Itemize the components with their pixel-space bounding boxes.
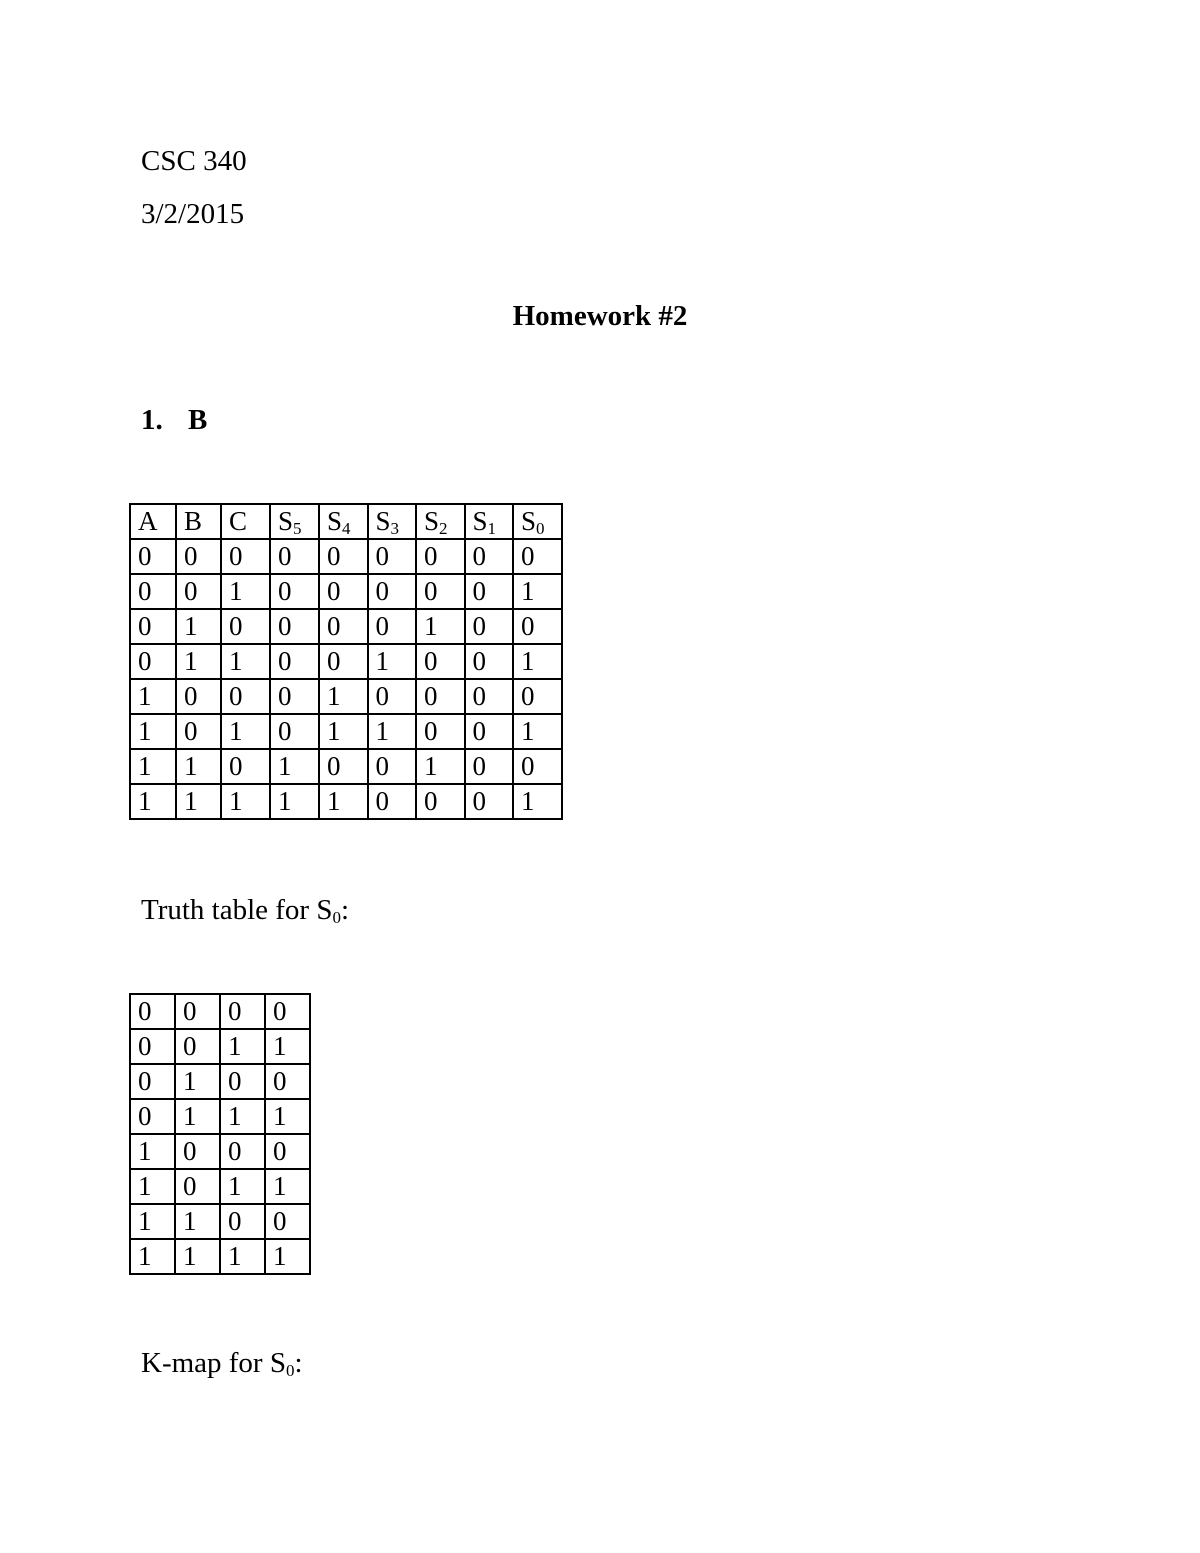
table-cell: 0 bbox=[221, 749, 270, 784]
table-cell: 0 bbox=[220, 1064, 265, 1099]
header-subscript: 2 bbox=[439, 519, 448, 538]
table-row bbox=[130, 1099, 310, 1134]
table-cell: 0 bbox=[176, 574, 221, 609]
question-answer: B bbox=[188, 404, 208, 436]
header-label: C bbox=[229, 506, 248, 536]
table-cell: 0 bbox=[368, 784, 417, 819]
table-cell: 1 bbox=[130, 1239, 175, 1274]
table-cell: 0 bbox=[368, 749, 417, 784]
document-title: Homework #2 bbox=[512, 300, 688, 332]
table-cell: 1 bbox=[130, 1134, 175, 1169]
header-label: S bbox=[472, 506, 488, 536]
table-cell: 1 bbox=[130, 679, 176, 714]
table-cell: 0 bbox=[175, 1169, 220, 1204]
table-header-cell bbox=[319, 504, 368, 539]
table-cell: 1 bbox=[513, 644, 562, 679]
table-cell: 1 bbox=[368, 714, 417, 749]
table-cell: 1 bbox=[265, 1099, 310, 1134]
header-subscript: 5 bbox=[293, 519, 302, 538]
table-cell: 0 bbox=[130, 1064, 175, 1099]
table-cell: 0 bbox=[265, 1064, 310, 1099]
table-cell: 0 bbox=[175, 1029, 220, 1064]
table-cell: 0 bbox=[130, 644, 176, 679]
table-header-cell bbox=[416, 504, 465, 539]
table-cell: 0 bbox=[130, 539, 176, 574]
table-cell: 1 bbox=[221, 714, 270, 749]
header-subscript: 3 bbox=[390, 519, 400, 538]
kmap-caption bbox=[141, 1346, 303, 1380]
table-cell: 1 bbox=[319, 679, 368, 714]
table-cell: 1 bbox=[319, 714, 368, 749]
table-cell: 1 bbox=[176, 749, 221, 784]
table-header-cell bbox=[513, 504, 562, 539]
truth-table-caption bbox=[141, 893, 349, 927]
table-cell: 1 bbox=[220, 1239, 265, 1274]
table-cell: 0 bbox=[416, 574, 465, 609]
table-header-cell bbox=[465, 504, 514, 539]
table-cell: 1 bbox=[221, 784, 270, 819]
table-cell: 0 bbox=[319, 749, 368, 784]
caption-subscript: 0 bbox=[332, 908, 341, 927]
table-header-cell bbox=[130, 504, 176, 539]
caption-suffix: : bbox=[294, 1347, 303, 1379]
table-cell: 1 bbox=[176, 644, 221, 679]
table-row bbox=[130, 609, 562, 644]
caption-subscript: 0 bbox=[285, 1361, 295, 1380]
caption-text: Truth table for S bbox=[141, 894, 333, 926]
table-row bbox=[130, 679, 562, 714]
table-cell: 1 bbox=[513, 714, 562, 749]
table-cell: 0 bbox=[270, 714, 319, 749]
table-cell: 1 bbox=[221, 574, 270, 609]
table-cell: 0 bbox=[465, 784, 514, 819]
header-label: B bbox=[184, 506, 203, 536]
table-cell: 0 bbox=[220, 1134, 265, 1169]
table-row bbox=[130, 1134, 310, 1169]
table-cell: 0 bbox=[130, 1029, 175, 1064]
caption-suffix: : bbox=[340, 894, 350, 926]
table-cell: 1 bbox=[265, 1029, 310, 1064]
table-cell: 0 bbox=[416, 784, 465, 819]
table-cell: 1 bbox=[130, 1204, 175, 1239]
table-row bbox=[130, 644, 562, 679]
table-header-cell bbox=[176, 504, 221, 539]
table-cell: 1 bbox=[513, 574, 562, 609]
table-cell: 0 bbox=[465, 714, 514, 749]
table-cell: 1 bbox=[220, 1169, 265, 1204]
header-label: S bbox=[278, 506, 294, 536]
table-cell: 1 bbox=[175, 1239, 220, 1274]
caption-text: K-map for S bbox=[141, 1347, 286, 1379]
table-cell: 1 bbox=[175, 1064, 220, 1099]
table-cell: 0 bbox=[319, 539, 368, 574]
table-cell: 0 bbox=[220, 1204, 265, 1239]
table-cell: 0 bbox=[368, 679, 417, 714]
table-cell: 1 bbox=[130, 749, 176, 784]
table-cell: 0 bbox=[465, 644, 514, 679]
header-subscript: 4 bbox=[342, 519, 351, 538]
table-cell: 0 bbox=[465, 679, 514, 714]
table-cell: 0 bbox=[175, 994, 220, 1029]
table-header-cell bbox=[270, 504, 319, 539]
main-truth-table bbox=[129, 503, 563, 820]
table-header-row bbox=[130, 504, 562, 539]
header-subscript: 0 bbox=[536, 519, 545, 538]
table-row bbox=[130, 1064, 310, 1099]
table-cell: 0 bbox=[175, 1134, 220, 1169]
table-cell: 0 bbox=[130, 609, 176, 644]
table-row bbox=[130, 1169, 310, 1204]
table-header-cell bbox=[368, 504, 417, 539]
header-label: S bbox=[424, 506, 440, 536]
table-row bbox=[130, 714, 562, 749]
table-cell: 0 bbox=[130, 994, 175, 1029]
table-cell: 1 bbox=[265, 1239, 310, 1274]
table-cell: 0 bbox=[513, 749, 562, 784]
table-cell: 0 bbox=[270, 539, 319, 574]
table-cell: 0 bbox=[465, 574, 514, 609]
table-header-cell bbox=[221, 504, 270, 539]
table-cell: 0 bbox=[368, 539, 417, 574]
table-cell: 0 bbox=[220, 994, 265, 1029]
table-cell: 0 bbox=[270, 679, 319, 714]
table-cell: 1 bbox=[270, 749, 319, 784]
table-cell: 0 bbox=[176, 679, 221, 714]
table-cell: 1 bbox=[513, 784, 562, 819]
header-subscript: 1 bbox=[487, 519, 497, 538]
table-cell: 1 bbox=[416, 749, 465, 784]
table-cell: 0 bbox=[513, 539, 562, 574]
table-cell: 0 bbox=[221, 679, 270, 714]
table-cell: 1 bbox=[176, 609, 221, 644]
table-cell: 0 bbox=[416, 644, 465, 679]
table-cell: 0 bbox=[265, 1204, 310, 1239]
header-label: S bbox=[375, 506, 391, 536]
table-cell: 0 bbox=[265, 1134, 310, 1169]
table-cell: 1 bbox=[416, 609, 465, 644]
table-cell: 0 bbox=[513, 609, 562, 644]
table-cell: 0 bbox=[416, 714, 465, 749]
table-cell: 0 bbox=[465, 609, 514, 644]
table-cell: 0 bbox=[416, 679, 465, 714]
table-cell: 0 bbox=[176, 539, 221, 574]
table-row bbox=[130, 1029, 310, 1064]
header-label: A bbox=[138, 506, 158, 536]
table-row bbox=[130, 749, 562, 784]
table-cell: 1 bbox=[220, 1029, 265, 1064]
question-number: 1. bbox=[141, 404, 163, 436]
table-row bbox=[130, 539, 562, 574]
table-cell: 1 bbox=[130, 714, 176, 749]
table-row bbox=[130, 1204, 310, 1239]
table-cell: 0 bbox=[176, 714, 221, 749]
table-row bbox=[130, 1239, 310, 1274]
table-row bbox=[130, 994, 310, 1029]
date-label: 3/2/2015 bbox=[141, 198, 245, 230]
table-cell: 0 bbox=[130, 574, 176, 609]
table-cell: 0 bbox=[368, 574, 417, 609]
header-label: S bbox=[521, 506, 537, 536]
table-cell: 1 bbox=[130, 784, 176, 819]
table-cell: 1 bbox=[175, 1099, 220, 1134]
table-cell: 0 bbox=[270, 609, 319, 644]
table-cell: 0 bbox=[130, 1099, 175, 1134]
table-cell: 1 bbox=[130, 1169, 175, 1204]
s0-truth-table bbox=[129, 993, 311, 1275]
table-cell: 0 bbox=[270, 574, 319, 609]
table-cell: 0 bbox=[319, 644, 368, 679]
table-row bbox=[130, 784, 562, 819]
table-row bbox=[130, 574, 562, 609]
table-cell: 1 bbox=[368, 644, 417, 679]
table-cell: 0 bbox=[465, 749, 514, 784]
table-cell: 1 bbox=[221, 644, 270, 679]
table-cell: 0 bbox=[319, 574, 368, 609]
table-cell: 0 bbox=[416, 539, 465, 574]
table-cell: 0 bbox=[513, 679, 562, 714]
table-cell: 1 bbox=[175, 1204, 220, 1239]
table-cell: 0 bbox=[265, 994, 310, 1029]
table-cell: 1 bbox=[265, 1169, 310, 1204]
table-cell: 0 bbox=[465, 539, 514, 574]
table-cell: 1 bbox=[176, 784, 221, 819]
course-label: CSC 340 bbox=[141, 145, 247, 177]
header-label: S bbox=[327, 506, 343, 536]
table-cell: 0 bbox=[368, 609, 417, 644]
table-cell: 1 bbox=[319, 784, 368, 819]
table-cell: 0 bbox=[319, 609, 368, 644]
table-cell: 0 bbox=[270, 644, 319, 679]
table-cell: 1 bbox=[220, 1099, 265, 1134]
table-cell: 0 bbox=[221, 539, 270, 574]
table-cell: 1 bbox=[270, 784, 319, 819]
table-cell: 0 bbox=[221, 609, 270, 644]
